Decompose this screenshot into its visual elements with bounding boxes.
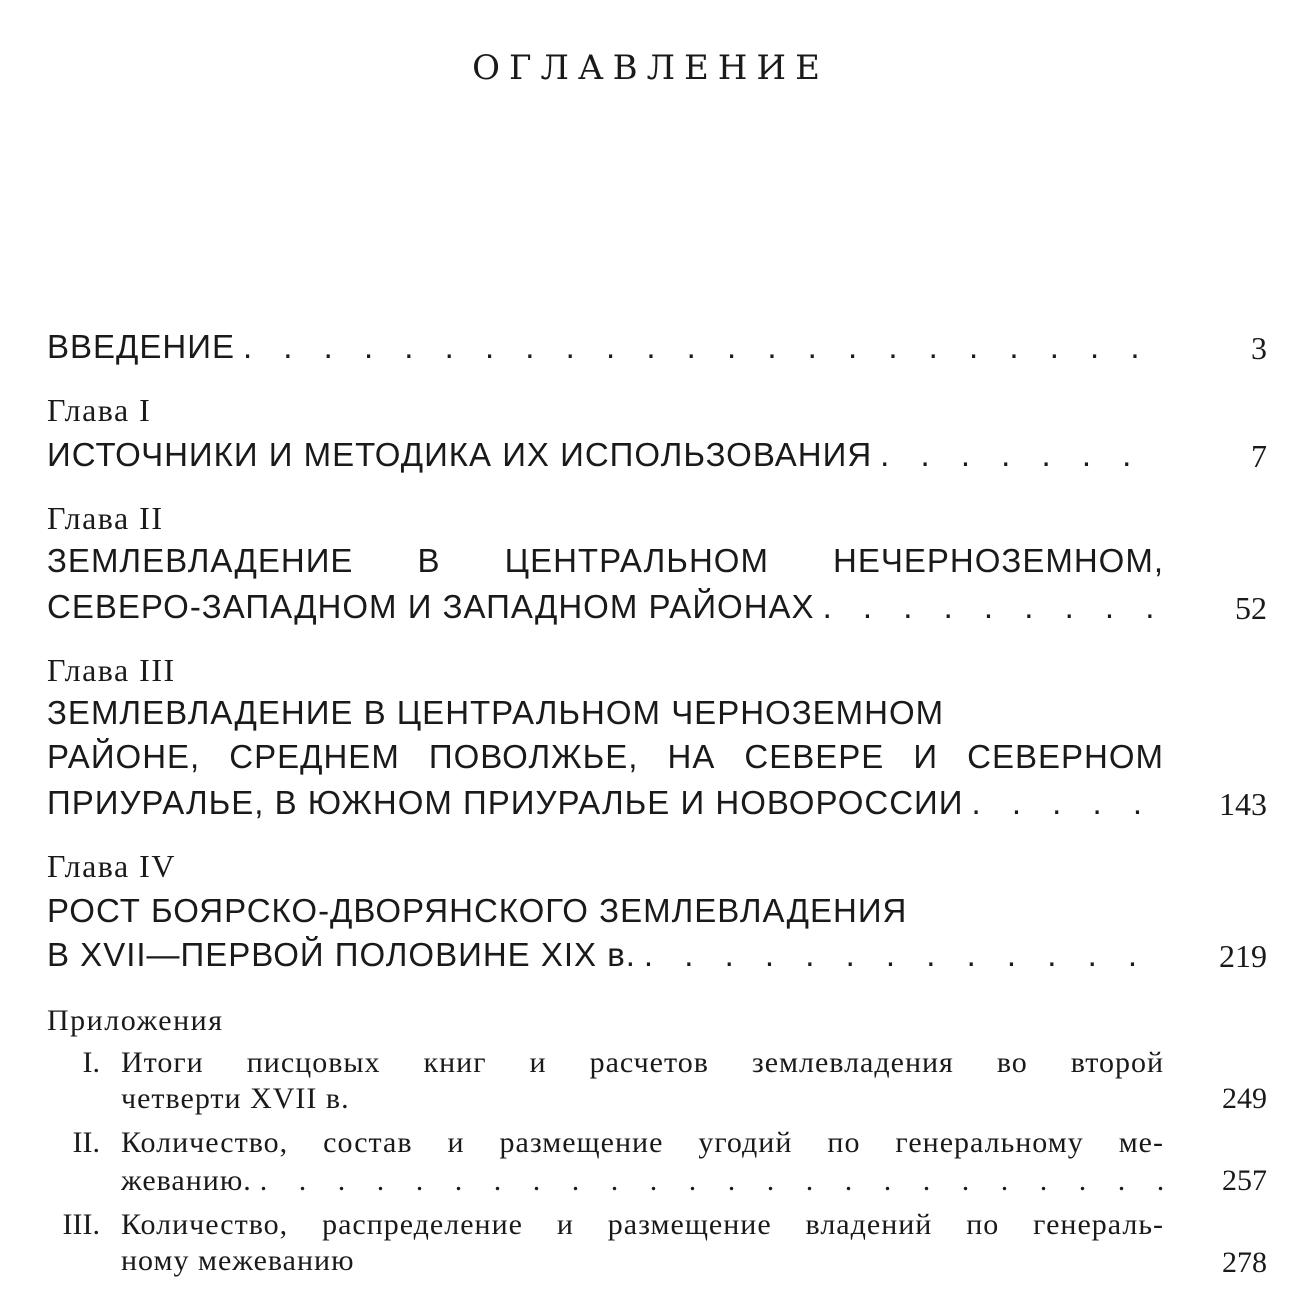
toc-line-chapter-2b xyxy=(47,588,1164,626)
appendix-line xyxy=(121,1164,1164,1198)
toc-entry-text: ИСТОЧНИКИ И МЕТОДИКА ИХ ИСПОЛЬЗОВАНИЯ xyxy=(47,436,873,473)
page-number: 219 xyxy=(1219,938,1267,974)
toc-line-chapter-3b: РАЙОНЕ, СРЕДНЕМ ПОВОЛЖЬЕ, НА СЕВЕРЕ И СЕВЕРНОМ xyxy=(47,738,1164,775)
appendix-label: Приложения xyxy=(47,1004,224,1037)
toc-line-chapter-3a: ЗЕМЛЕВЛАДЕНИЕ В ЦЕНТРАЛЬНОМ ЧЕРНОЗЕМНОМ xyxy=(47,694,945,731)
toc-line-chapter-2a: ЗЕМЛЕВЛАДЕНИЕ В ЦЕНТРАЛЬНОМ НЕЧЕРНОЗЕМНОМ, xyxy=(47,542,1164,579)
page-number: 143 xyxy=(1219,786,1267,822)
dot-leader xyxy=(636,936,1164,974)
page-number: 257 xyxy=(1222,1164,1267,1197)
appendix-text: жеванию. xyxy=(121,1164,252,1197)
toc-entry-text: В XVII—ПЕРВОЙ ПОЛОВИНЕ XIX в. xyxy=(47,936,636,973)
chapter-label: Глава III xyxy=(47,652,176,688)
appendix-line: Количество, распределение и размещение владений по генераль- xyxy=(121,1208,1164,1241)
dot-leader xyxy=(872,436,1164,474)
dot-leader xyxy=(235,328,1164,366)
page-number: 3 xyxy=(1251,330,1267,366)
toc-line-chapter-3c xyxy=(47,784,1164,822)
toc-entry-text: ВВЕДЕНИЕ xyxy=(47,328,235,365)
toc-line-intro xyxy=(47,328,1164,366)
appendix-number: II. xyxy=(72,1126,100,1159)
page-number: 52 xyxy=(1235,590,1267,626)
toc-line-chapter-4a: РОСТ БОЯРСКО-ДВОРЯНСКОГО ЗЕМЛЕВЛАДЕНИЯ xyxy=(47,892,908,929)
toc-entry-text: СЕВЕРО-ЗАПАДНОМ И ЗАПАДНОМ РАЙОНАХ xyxy=(47,588,815,625)
dot-leader xyxy=(964,784,1165,822)
toc-entry-text: ПРИУРАЛЬЕ, В ЮЖНОМ ПРИУРАЛЬЕ И НОВОРОССИИ xyxy=(47,784,964,821)
chapter-label: Глава IV xyxy=(47,848,176,884)
chapter-label: Глава II xyxy=(47,500,164,536)
toc-title: ОГЛАВЛЕНИЕ xyxy=(472,48,829,88)
appendix-number: III. xyxy=(62,1208,100,1241)
toc-line-chapter-1 xyxy=(47,436,1164,474)
dot-leader xyxy=(252,1164,1164,1198)
page-number: 7 xyxy=(1251,438,1267,474)
page-number: 278 xyxy=(1222,1246,1267,1279)
toc-line-chapter-4b xyxy=(47,936,1164,974)
appendix-line: Итоги писцовых книг и расчетов землевладения во второй xyxy=(121,1046,1164,1079)
appendix-number: I. xyxy=(82,1046,100,1079)
page-number: 249 xyxy=(1222,1082,1267,1115)
appendix-line: ному межеванию xyxy=(121,1244,355,1277)
chapter-label: Глава I xyxy=(47,392,152,428)
appendix-line: Количество, состав и размещение угодий по генеральному ме- xyxy=(121,1126,1164,1159)
dot-leader xyxy=(815,588,1164,626)
appendix-line: четверти XVII в. xyxy=(121,1082,350,1115)
